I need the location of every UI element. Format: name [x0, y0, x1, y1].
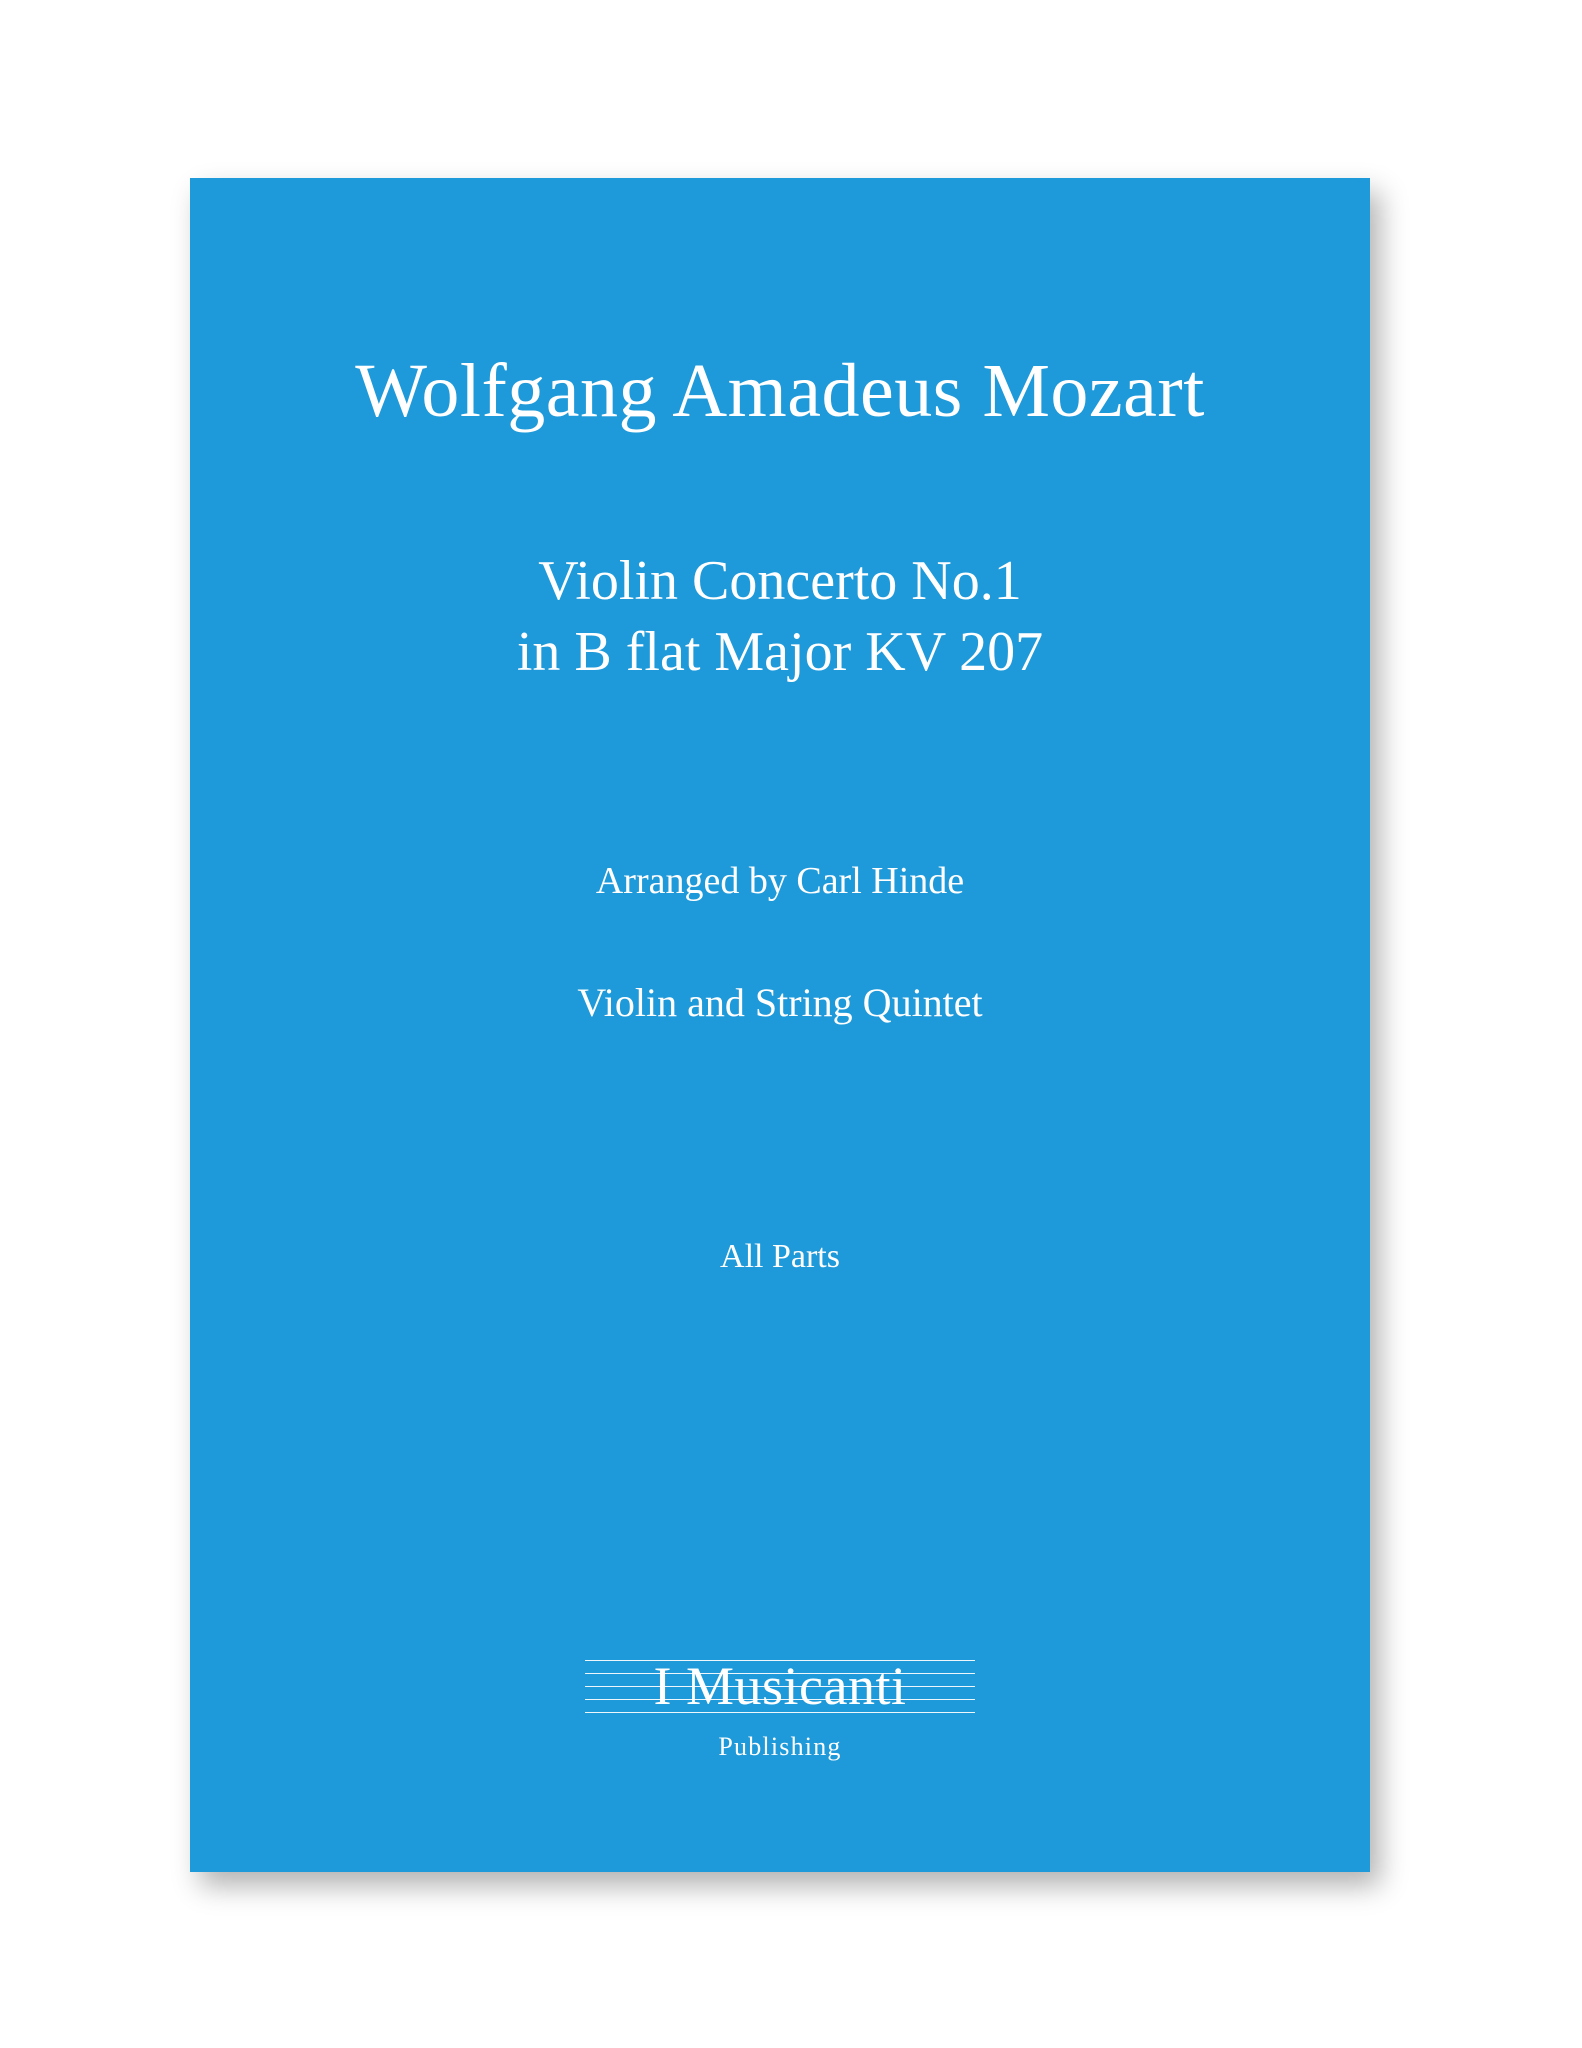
arranger-credit: Arranged by Carl Hinde	[595, 859, 965, 902]
composer-name: Wolfgang Amadeus Mozart	[355, 349, 1205, 433]
work-title-line-1: Violin Concerto No.1	[538, 549, 1022, 612]
work-title	[517, 546, 1043, 689]
work-title-line-2: in B flat Major KV 207	[516, 621, 1044, 684]
instrumentation-label: Violin and String Quintet	[577, 979, 983, 1025]
score-cover	[190, 178, 1370, 1872]
publisher-logo	[190, 1650, 1370, 1762]
cover-content	[190, 178, 1370, 1872]
music-stave-icon	[585, 1650, 975, 1722]
parts-label: All Parts	[720, 1237, 840, 1275]
publisher-name: I Musicanti	[653, 1656, 907, 1716]
publisher-subtitle: Publishing	[718, 1732, 842, 1761]
